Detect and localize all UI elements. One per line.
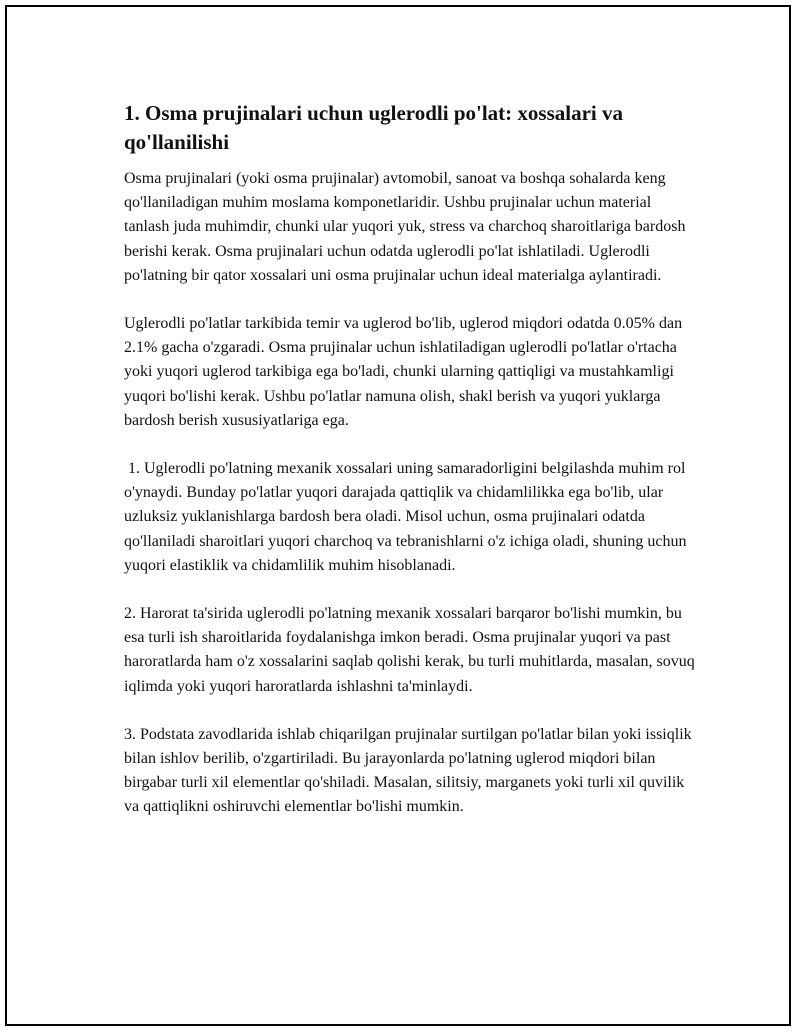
document-title: 1. Osma prujinalari uchun uglerodli po'lat: xossalari va qo'llanilishi bbox=[124, 101, 624, 154]
paragraph-point-3: 3. Podstata zavodlarida ishlab chiqarilgan prujinalar surtilgan po'latlar bilan yoki issiqlik bilan ishlov berilib, o'zgartiriladi. Bu jarayonlarda po'latning uglerod miqdori bilan birgabar turli xil elementlar qo'shiladi. Masalan, silitsiy, marganets yoki turli xil quvilik va qattiqlikni oshiruvchi elementlar bo'lishi mumkin. bbox=[124, 725, 692, 816]
paragraph-point-2: 2. Harorat ta'sirida uglerodli po'latning mexanik xossalari barqaror bo'lishi mumkin, bu esa turli ish sharoitlarida foydalanishga imkon beradi. Osma prujinalar yuqori va past haroratlarda ham o'z xossalarini saqlab qolishi kerak, bu turli muhitlarda, masalan, sovuq iqlimda yoki yuqori haroratlarda ishlashni ta'minlaydi. bbox=[124, 605, 695, 695]
paragraph-point-1: 1. Uglerodli po'latning mexanik xossalari uning samaradorligini belgilashda muhim rol o'ynaydi. Bunday po'latlar yuqori darajada qattiqlik va chidamlilikka ega bo'lib, ular uzluksiz yuklanishlarga bardosh bera oladi. Misol uchun, osma prujinalari odatda qo'llaniladi sharoitlari yuqori charchoq va tebranishlarni o'z ichiga oladi, shuning uchun yuqori elastiklik va chidamlilik muhim hisoblanadi. bbox=[124, 460, 687, 574]
page-frame bbox=[5, 5, 791, 1026]
paragraph-composition: Uglerodli po'latlar tarkibida temir va uglerod bo'lib, uglerod miqdori odatda 0.05% dan 2.1% gacha o'zgaradi. Osma prujinalar uchun ishlatiladigan uglerodli po'latlar o'rtacha yoki yuqori uglerod tarkibiga ega bo'ladi, chunki ularning qattiqligi va mustahkamligi yuqori bo'lishi kerak. Ushbu po'latlar namuna olish, shakl berish va yuqori yuklarga bardosh berish xususiyatlariga ega. bbox=[124, 315, 683, 429]
paragraph-intro: Osma prujinalari (yoki osma prujinalar) avtomobil, sanoat va boshqa sohalarda keng qo'llaniladigan muhim moslama komponetlaridir. Ushbu prujinalar uchun material tanlash juda muhimdir, chunki ular yuqori yuk, stress va charchoq sharoitlariga bardosh berishi kerak. Osma prujinalari uchun odatda uglerodli po'lat ishlatiladi. Uglerodli po'latning bir qator xossalari uni osma prujinalar uchun ideal materialga aylantiradi. bbox=[124, 170, 686, 284]
document-body bbox=[124, 99, 699, 844]
